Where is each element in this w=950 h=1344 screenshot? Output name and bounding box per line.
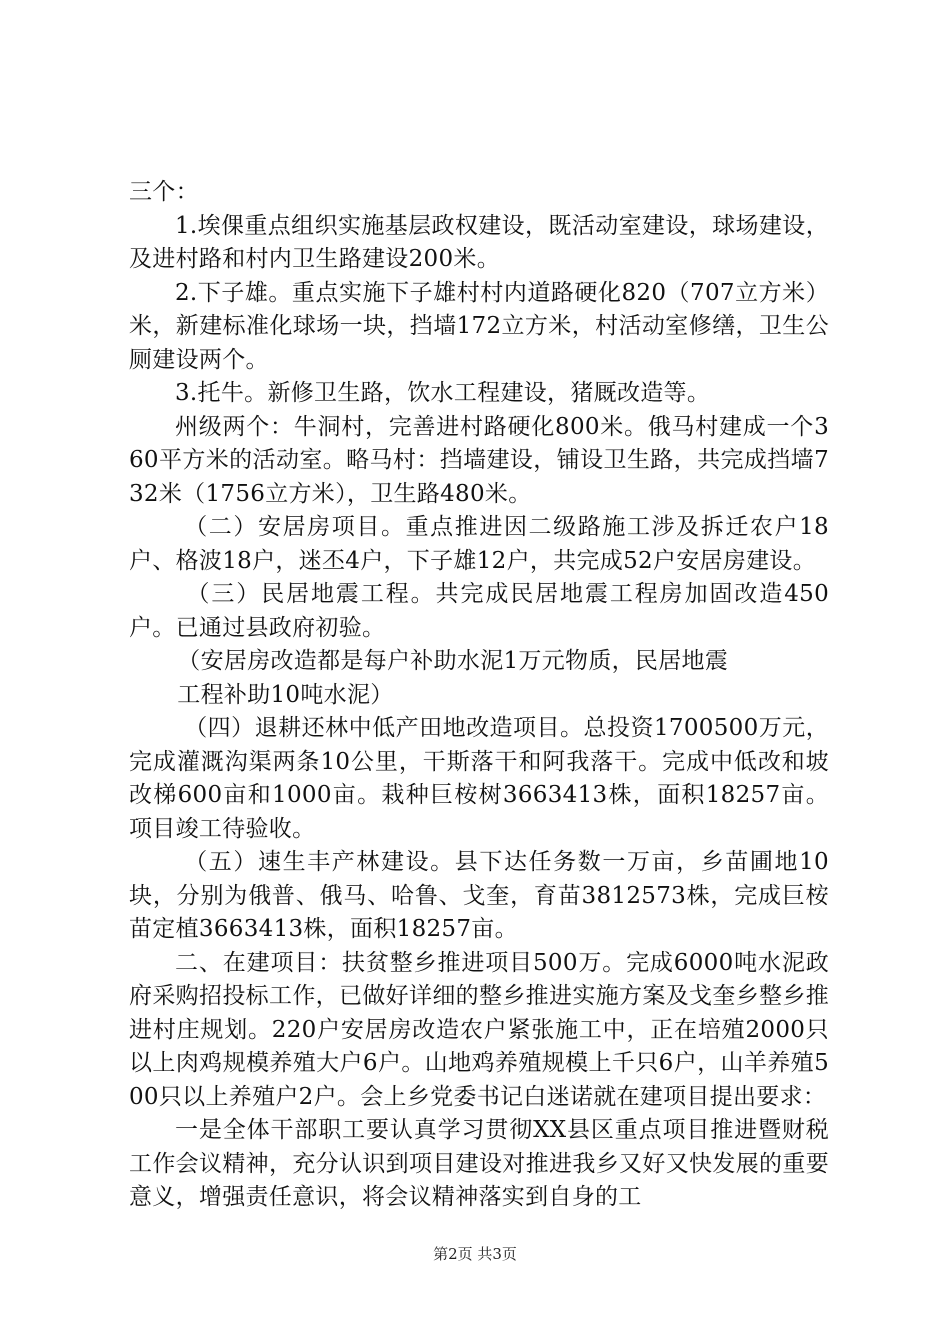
paragraph: （三）民居地震工程。共完成民居地震工程房加固改造450户。已通过县政府初验。 bbox=[129, 581, 829, 641]
paragraph: （安居房改造都是每户补助水泥1万元物质，民居地震 bbox=[177, 648, 729, 674]
document-body bbox=[129, 176, 829, 1215]
paragraph: 2.下子雄。重点实施下子雄村村内道路硬化820（707立方米）米，新建标准化球场一块，挡墙172立方米，村活动室修缮，卫生公厕建设两个。 bbox=[129, 279, 829, 373]
page-number-label: 第2页 共3页 bbox=[433, 1245, 517, 1263]
paragraph: 工程补助10吨水泥） bbox=[177, 681, 394, 708]
paragraph: （四）退耕还林中低产田地改造项目。总投资1700500万元，完成灌溉沟渠两条10公里，干斯落干和阿我落干。完成中低改和坡改梯600亩和1000亩。栽种巨桉树3663413株，面积18257亩。项目竣工待验收。 bbox=[129, 715, 829, 842]
paragraph: 三个： bbox=[129, 179, 199, 205]
paragraph: （二）安居房项目。重点推进因二级路施工涉及拆迁农户18户、格波18户，迷丕4户，下子雄12户，共完成52户安居房建设。 bbox=[129, 514, 829, 574]
paragraph: （五）速生丰产林建设。县下达任务数一万亩，乡苗圃地10块，分别为俄普、俄马、哈鲁、戈奎，育苗3812573株，完成巨桉苗定植3663413株，面积18257亩。 bbox=[129, 849, 829, 942]
paragraph: 二、在建项目：扶贫整乡推进项目500万。完成6000吨水泥政府采购招投标工作，已做好详细的整乡推进实施方案及戈奎乡整乡推进村庄规划。220户安居房改造农户紧张施工中，正在培殖2000只以上肉鸡规模养殖大户6户。山地鸡养殖规模上千只6户，山羊养殖500只以上养殖户2户。会上乡党委书记白迷诺就在建项目提出要求： bbox=[129, 949, 829, 1110]
paragraph: 1.埃倮重点组织实施基层政权建设，既活动室建设，球场建设，及进村路和村内卫生路建设200米。 bbox=[129, 212, 829, 272]
page-footer bbox=[0, 1243, 950, 1264]
paragraph: 州级两个：牛洞村，完善进村路硬化800米。俄马村建成一个360平方米的活动室。略马村：挡墙建设，铺设卫生路，共完成挡墙732米（1756立方米），卫生路480米。 bbox=[129, 413, 829, 507]
paragraph: 3.托牛。新修卫生路，饮水工程建设，猪厩改造等。 bbox=[175, 380, 711, 406]
paragraph: 一是全体干部职工要认真学习贯彻XX县区重点项目推进暨财税工作会议精神，充分认识到项目建设对推进我乡又好又快发展的重要意义，增强责任意识，将会议精神落实到自身的工 bbox=[129, 1117, 829, 1210]
